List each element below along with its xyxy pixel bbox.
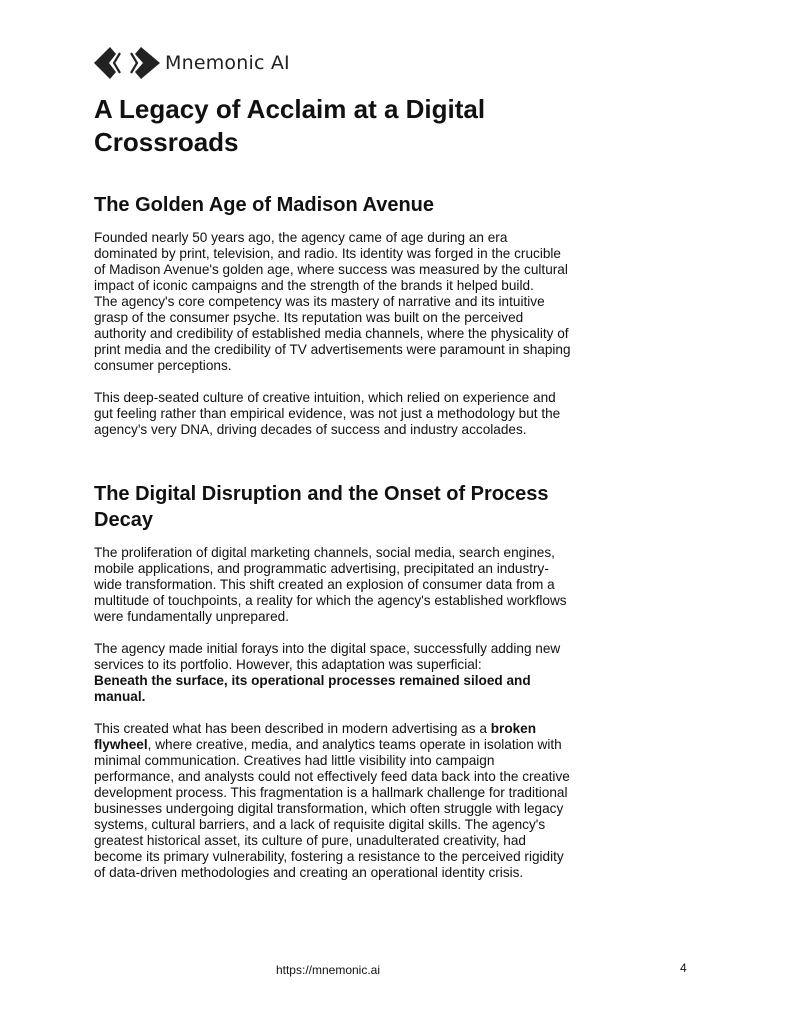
section-heading-golden-age: The Golden Age of Madison Avenue (94, 194, 435, 216)
paragraph (94, 721, 574, 881)
page-number: 4 (680, 961, 687, 975)
paragraph-text: This created what has been described in modern advertising as a (94, 721, 487, 736)
brand-name: Mnemonic AI (165, 52, 290, 74)
paragraph (94, 641, 574, 705)
document-body (94, 93, 574, 881)
footer-url: https://mnemonic.ai (275, 963, 381, 977)
paragraph: The proliferation of digital marketing channels, social media, search engines, mobile applications, and programmatic advertising, precipitated an industry-wide transformation. This shift created an explosion of consumer data from a multitude of touchpoints, a reality for which the agency's established workflows were fundamentally unprepared. (94, 545, 567, 624)
paragraph: This deep-seated culture of creative intuition, which relied on experience and gut feeling rather than empirical evidence, was not just a methodology but the agency's very DNA, driving decades of success and industry accolades. (94, 390, 561, 437)
bold-term: broken flywheel (94, 721, 537, 752)
paragraph: The agency's core competency was its mastery of narrative and its intuitive grasp of the consumer psyche. Its reputation was built on the perceived authority and credibility of established media channels, where the physicality of print media and the credibility of TV advertisements were paramount in shaping consumer perceptions. (94, 294, 571, 373)
brand-logo (94, 44, 290, 82)
paragraph: Founded nearly 50 years ago, the agency came of age during an era dominated by print, television, and radio. Its identity was forged in the crucible of Madison Avenue's golden age, where success was measured by the cultural impact of iconic campaigns and the strength of the brands it helped build. (94, 230, 568, 293)
section-heading-digital-disruption: The Digital Disruption and the Onset of Process Decay (94, 483, 549, 531)
mnemonic-logo-icon (94, 44, 160, 82)
bold-statement: Beneath the surface, its operational processes remained siloed and manual. (94, 673, 531, 704)
paragraph-text: The agency made initial forays into the digital space, successfully adding new services to its portfolio. However, this adaptation was superficial: (94, 641, 561, 672)
paragraph-text: , where creative, media, and analytics teams operate in isolation with minimal communication. Creatives had little visibility into campaign performance, and analysts could not effectively feed data back into the creative development process. This fragmentation is a hallmark challenge for traditional businesses undergoing digital transformation, which often struggle with legacy systems, cultural barriers, and a lack of requisite digital skills. The agency's greatest historical asset, its culture of pure, unadulterated creativity, had become its primary vulnerability, fostering a resistance to the perceived rigidity of data-driven methodologies and creating an operational identity crisis. (94, 737, 570, 880)
page-title: A Legacy of Acclaim at a Digital Crossroads (94, 94, 486, 157)
